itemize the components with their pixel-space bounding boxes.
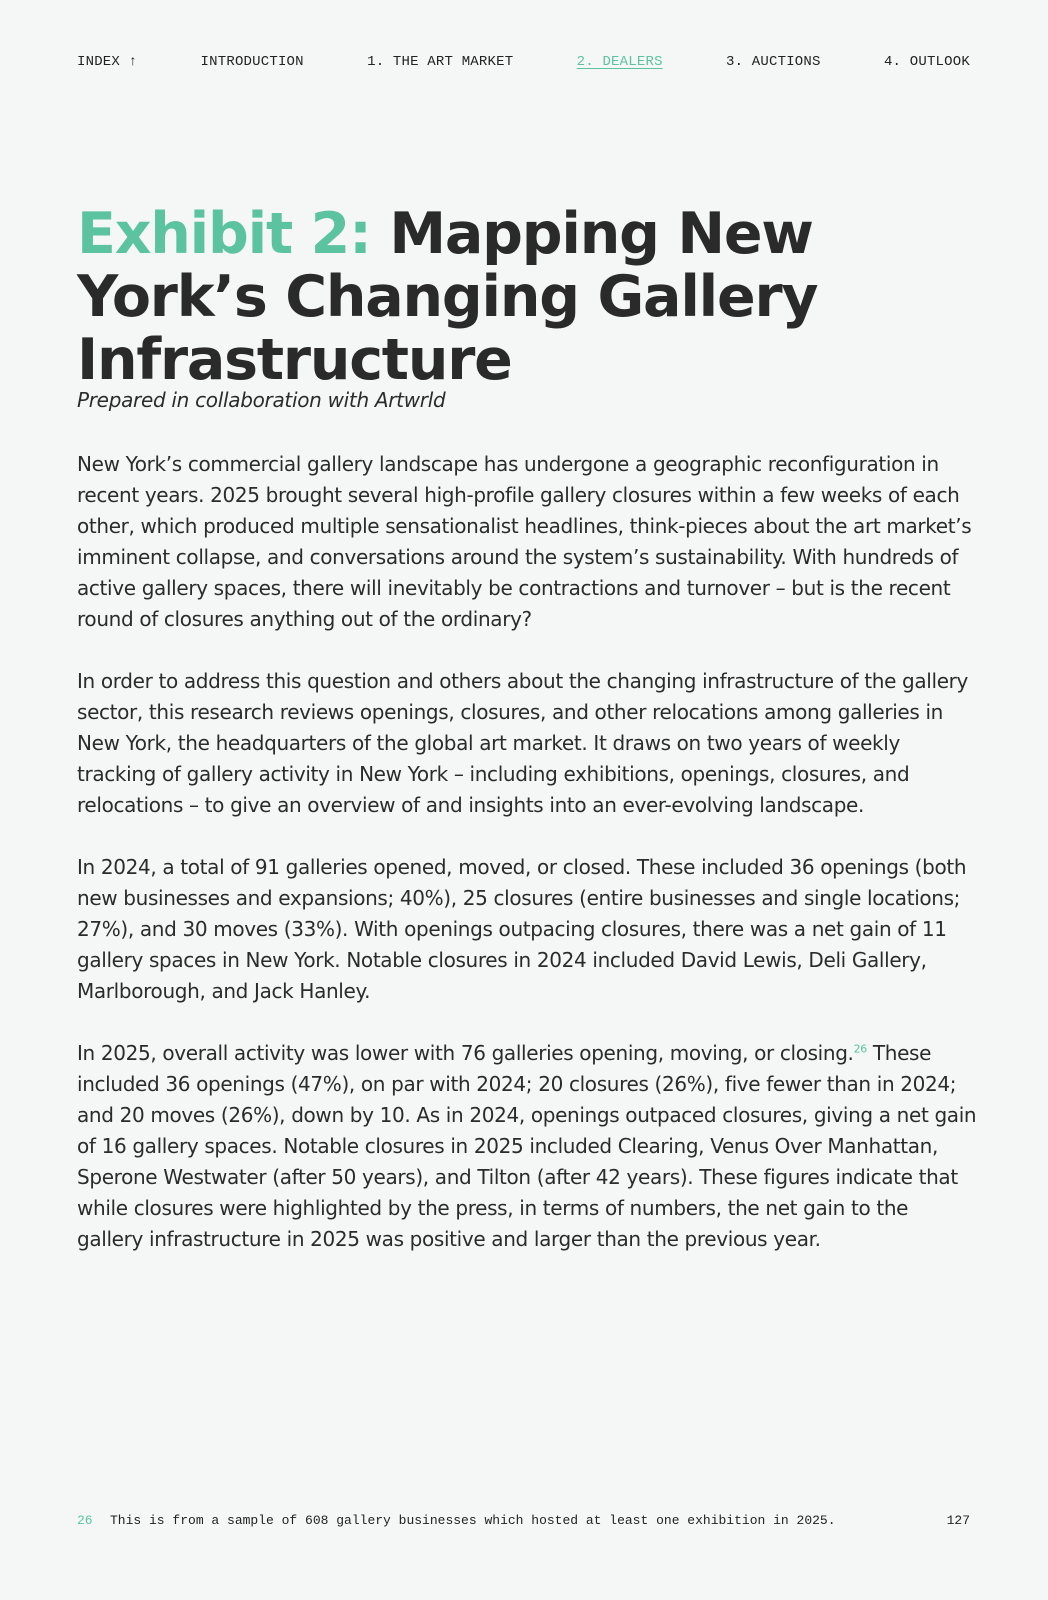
paragraph-4-end: These included 36 openings (47%), on par with 2024; 20 closures (26%), five fewer than in 2024; and 20 moves (26%), down by 10. As in 2024, openings outpaced closures, giving a net gain of 16 gallery spaces. Notable closures in 2025 included Clearing, Venus Over Manhattan, Sperone Westwater (after 50 years), and Tilton (after 42 years). These figures indicate that while closures were highlighted by the press, in terms of numbers, the net gain to the gallery infrastructure in 2025 was positive and larger than the previous year. [77,1041,977,1251]
footnote-number: 26 [77,1513,93,1528]
nav-index-link[interactable]: INDEX ↑ [77,54,138,70]
page-number: 127 [946,1513,970,1528]
nav-outlook-link[interactable]: 4. OUTLOOK [883,54,970,70]
nav-dealers-link[interactable]: 2. DEALERS [576,54,663,70]
exhibit-label: Exhibit 2: [77,201,371,267]
collaboration-note: Prepared in collaboration with Artwrld [77,388,446,412]
nav-auctions-link[interactable]: 3. AUCTIONS [726,54,821,70]
body-text [77,449,977,1286]
paragraph-4 [77,1038,977,1255]
footnote-reference[interactable]: 26 [853,1042,867,1056]
paragraph-4-start: In 2025, overall activity was lower with 76 galleries opening, moving, or closing. [77,1041,854,1065]
footnote-text: This is from a sample of 608 gallery businesses which hosted at least one exhibition in 2025. [110,1513,836,1528]
nav-introduction-link[interactable]: INTRODUCTION [200,54,304,70]
title-main: Mapping New York’s Changing Gallery Infrastructure [77,201,818,393]
top-navigation [77,54,970,70]
nav-art-market-link[interactable]: 1. THE ART MARKET [367,54,514,70]
page-title [77,203,977,392]
paragraph-1: New York’s commercial gallery landscape has undergone a geographic reconfiguration in recent years. 2025 brought several high-profile gallery closures within a few weeks of each other, which produced multiple sensationalist headlines, think-pieces about the art market’s imminent collapse, and conversations around the system’s sustainability. With hundreds of active gallery spaces, there will inevitably be contractions and turnover – but is the recent round of closures anything out of the ordinary? [77,452,972,631]
page-footer [77,1513,970,1528]
paragraph-3: In 2024, a total of 91 galleries opened, moved, or closed. These included 36 openings (both new businesses and expansions; 40%), 25 closures (entire businesses and single locations; 27%), and 30 moves (33%). With openings outpacing closures, there was a net gain of 11 gallery spaces in New York. Notable closures in 2024 included David Lewis, Deli Gallery, Marlborough, and Jack Hanley. [77,855,967,1003]
paragraph-2: In order to address this question and others about the changing infrastructure of the gallery sector, this research reviews openings, closures, and other relocations among galleries in New York, the headquarters of the global art market. It draws on two years of weekly tracking of gallery activity in New York – including exhibitions, openings, closures, and relocations – to give an overview of and insights into an ever-evolving landscape. [77,669,969,817]
